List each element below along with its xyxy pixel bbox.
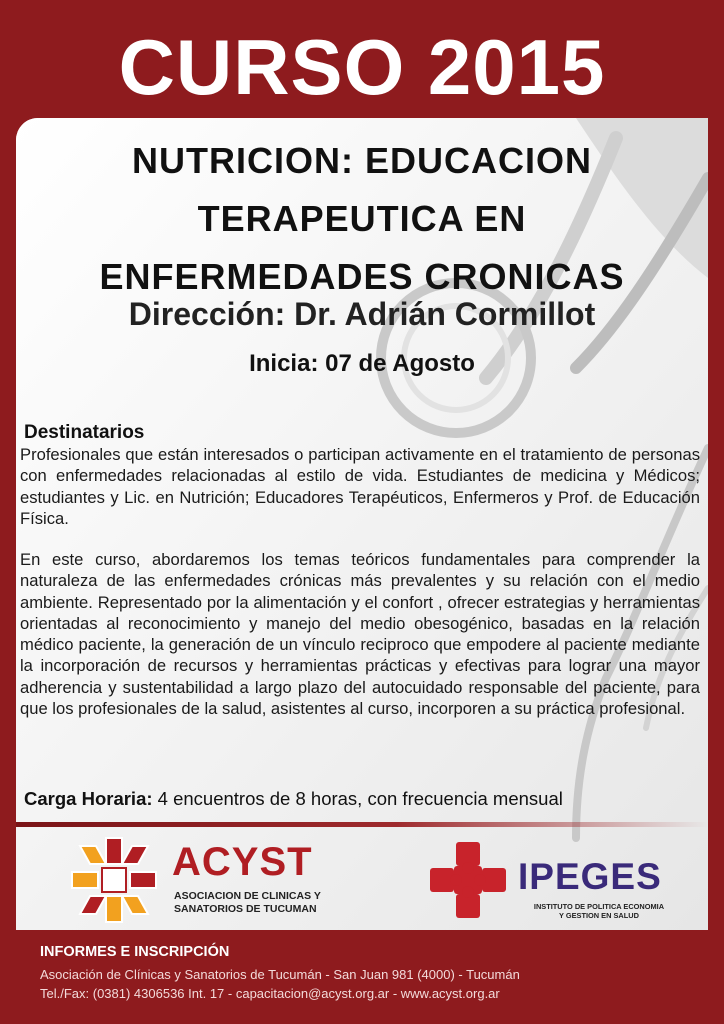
header-title: CURSO 2015 bbox=[118, 23, 606, 111]
ipeges-name: IPEGES bbox=[518, 856, 662, 897]
footer-contact: Tel./Fax: (0381) 4306536 Int. 17 - capacitacion@acyst.org.ar - www.acyst.org.ar bbox=[40, 986, 500, 1001]
workload-label: Carga Horaria: bbox=[24, 788, 153, 809]
footer-address: Asociación de Clínicas y Sanatorios de Tucumán - San Juan 981 (4000) - Tucumán bbox=[40, 967, 520, 982]
ipeges-subtitle-line: INSTITUTO DE POLITICA ECONOMIA bbox=[533, 902, 665, 911]
acyst-subtitle bbox=[174, 890, 321, 916]
workload bbox=[24, 788, 563, 810]
course-director: Dirección: Dr. Adrián Cormillot bbox=[128, 296, 596, 332]
audience-heading: Destinatarios bbox=[24, 422, 145, 443]
acyst-subtitle-line: ASOCIACION DE CLINICAS Y bbox=[174, 890, 321, 902]
content-panel bbox=[16, 118, 708, 930]
course-description: En este curso, abordaremos los temas teóricos fundamentales para comprender la naturaleza de las enfermedades crónicas más prevalentes y su relación con el medio ambiente. Representado por la alimentación y el confort , ofrecer estrategias y herramientas orientadas al reconocimiento y manejo del medio obesogénico, basadas en la relación médico paciente, la generación de un vínculo reciproco que empodere al paciente mediante la incorporación de recursos y herramientas prácticas y efectivas para lograr una mayor adherencia y sustentabilidad a largo plazo del autocuidado responsable del paciente, para que los profesionales de la salud, asistentes al curso, incorporen a su práctica profesional. bbox=[20, 550, 700, 719]
course-start-date: Inicia: 07 de Agosto bbox=[249, 350, 475, 377]
course-title bbox=[26, 132, 698, 306]
course-title-line: NUTRICION: EDUCACION bbox=[132, 140, 592, 181]
ipeges-subtitle-line: Y GESTION EN SALUD bbox=[559, 911, 639, 920]
acyst-subtitle-line: SANATORIOS DE TUCUMAN bbox=[174, 903, 317, 915]
workload-value: 4 encuentros de 8 horas, con frecuencia mensual bbox=[157, 788, 563, 809]
ipeges-puzzle-icon bbox=[426, 838, 510, 922]
acyst-logo-icon bbox=[66, 834, 162, 926]
course-title-line: ENFERMEDADES CRONICAS bbox=[99, 256, 625, 297]
audience-text: Profesionales que están interesados o participan activamente en el tratamiento de personas con enfermedades relacionadas al estilo de vida. Estudiantes de medicina y Médicos; estudiantes y Lic. en Nutrición; Educadores Terapéuticos, Enfermeros y Prof. de Educación Física. bbox=[20, 445, 700, 528]
acyst-name: ACYST bbox=[172, 840, 313, 884]
footer bbox=[40, 944, 520, 1003]
course-title-line: TERAPEUTICA EN bbox=[197, 198, 527, 239]
footer-title: INFORMES E INSCRIPCIÓN bbox=[40, 944, 230, 960]
divider bbox=[16, 822, 708, 827]
ipeges-subtitle bbox=[524, 902, 674, 920]
